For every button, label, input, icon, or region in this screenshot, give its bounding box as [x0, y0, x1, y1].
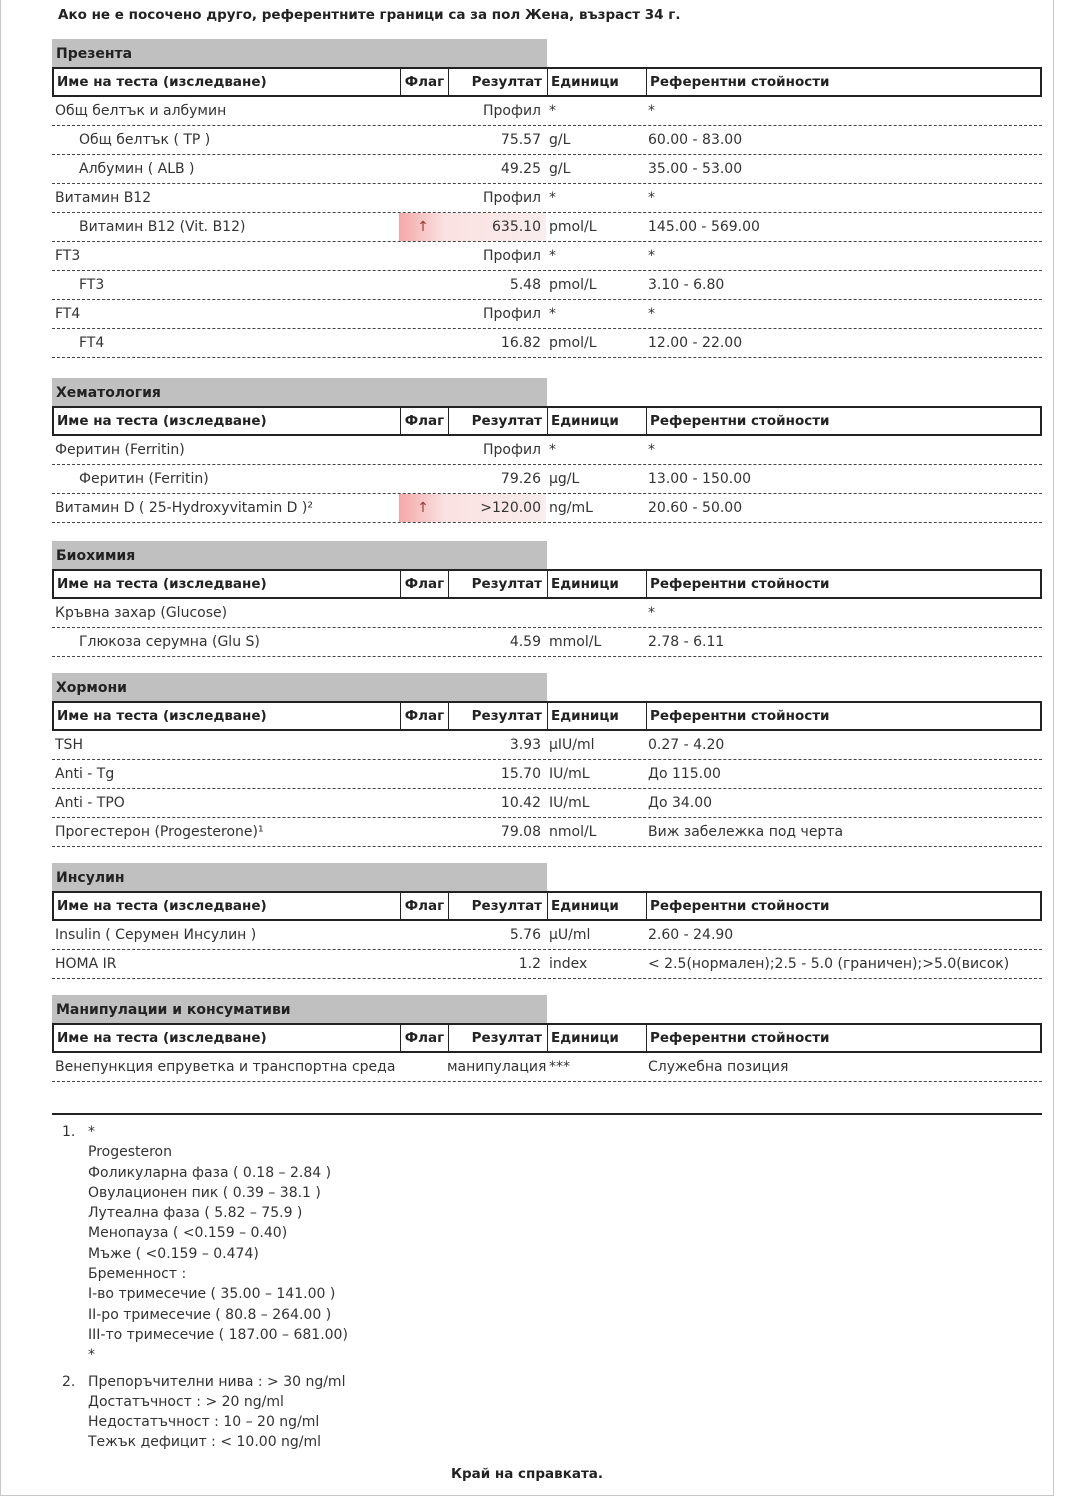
- table-row: [52, 97, 1042, 126]
- section-title: Хематология: [52, 378, 547, 406]
- footnote-number: 1.: [62, 1124, 76, 1140]
- reference-range: Служебна позиция: [648, 1059, 789, 1075]
- reference-range: *: [648, 190, 655, 206]
- flag-cell: [399, 465, 447, 493]
- units-value: *: [549, 442, 556, 458]
- result-value: 16.82: [500, 335, 541, 351]
- flag-cell: [399, 213, 447, 241]
- header-name: Име на теста (изследване): [54, 703, 401, 729]
- result-value: 5.76: [509, 927, 541, 943]
- flag-cell: [399, 97, 447, 125]
- result-value: манипулация: [447, 1059, 547, 1075]
- footnote-line: III-то тримесечие ( 187.00 – 681.00): [88, 1326, 348, 1343]
- reference-range: 20.60 - 50.00: [648, 500, 743, 516]
- units-value: [546, 599, 645, 627]
- header-ref: Референтни стойности: [650, 708, 830, 724]
- footnote-number: 2.: [62, 1373, 76, 1390]
- flag-cell: [399, 436, 447, 464]
- header-ref: Референтни стойности: [650, 576, 830, 592]
- section-title: Манипулации и консумативи: [52, 995, 547, 1023]
- test-name: FT4: [55, 306, 81, 322]
- flag-cell: [399, 1053, 447, 1081]
- section-title: Хормони: [52, 673, 547, 701]
- footnote-body: [88, 1372, 345, 1453]
- table-row: [52, 271, 1042, 300]
- reference-range: *: [648, 103, 655, 119]
- test-name: Феритин (Ferritin): [79, 471, 209, 487]
- table-row: [52, 818, 1042, 847]
- section-title: Инсулин: [52, 863, 547, 891]
- units-value: ng/mL: [549, 500, 593, 516]
- result-value: 5.48: [509, 277, 541, 293]
- header-units: Единици: [548, 408, 647, 434]
- table-header: [52, 67, 1042, 97]
- units-value: g/L: [549, 132, 571, 148]
- table-row: [52, 494, 1042, 523]
- header-flag: Флаг: [401, 69, 449, 95]
- result-value: Профил: [483, 103, 541, 119]
- test-name: Витамин B12 (Vit. B12): [79, 219, 246, 235]
- section: [52, 378, 1042, 523]
- result-value: 79.08: [500, 824, 541, 840]
- table-row: [52, 436, 1042, 465]
- test-name: Прогестерон (Progesterone)¹: [55, 824, 264, 840]
- footnote-line: Progesteron: [88, 1144, 172, 1161]
- units-value: g/L: [549, 161, 571, 177]
- header-result: Резултат: [449, 703, 548, 729]
- test-name: Албумин ( ALB ): [79, 161, 195, 177]
- reference-range: *: [648, 306, 655, 322]
- reference-range: *: [648, 248, 655, 264]
- reference-range: До 34.00: [648, 795, 713, 811]
- footnote-line: Бременност :: [88, 1266, 187, 1283]
- header-ref: Референтни стойности: [650, 413, 830, 429]
- header-result: Резултат: [449, 1025, 548, 1051]
- result-value: 635.10: [447, 213, 546, 241]
- test-name: HOMA IR: [55, 956, 117, 972]
- header-name: Име на теста (изследване): [54, 408, 401, 434]
- header-result: Резултат: [449, 408, 548, 434]
- footnote-line: *: [88, 1347, 95, 1364]
- flag-cell: [399, 155, 447, 183]
- reference-range: 145.00 - 569.00: [648, 219, 760, 235]
- header-flag: Флаг: [401, 1025, 449, 1051]
- footnote-line: Достатъчност : > 20 ng/ml: [88, 1393, 284, 1410]
- header-flag: Флаг: [401, 703, 449, 729]
- units-value: µIU/ml: [549, 737, 595, 753]
- test-name: TSH: [55, 737, 83, 753]
- reference-range: 3.10 - 6.80: [648, 277, 725, 293]
- footnote-body: [88, 1122, 348, 1366]
- header-name: Име на теста (изследване): [54, 69, 401, 95]
- reference-range: *: [648, 605, 655, 621]
- table-header: [52, 406, 1042, 436]
- reference-range: 13.00 - 150.00: [648, 471, 752, 487]
- units-value: pmol/L: [549, 335, 597, 351]
- flag-cell: [399, 950, 447, 978]
- footnote-line: I-во тримесечие ( 35.00 – 141.00 ): [88, 1286, 336, 1303]
- header-units: Единици: [548, 1025, 647, 1051]
- table-row: [52, 760, 1042, 789]
- section: [52, 673, 1042, 847]
- flag-cell: [399, 818, 447, 846]
- result-value: 10.42: [500, 795, 541, 811]
- result-value: Профил: [483, 442, 541, 458]
- footnote-line: Овулационен пик ( 0.39 – 38.1 ): [88, 1184, 321, 1201]
- flag-cell: [399, 271, 447, 299]
- header-result: Резултат: [449, 571, 548, 597]
- footnote-line: Менопауза ( <0.159 – 0.40): [88, 1225, 288, 1242]
- flag-cell: [399, 789, 447, 817]
- flag-cell: [399, 126, 447, 154]
- test-name: Общ белтък и албумин: [55, 103, 227, 119]
- units-value: pmol/L: [549, 219, 597, 235]
- table-row: [52, 465, 1042, 494]
- flag-cell: [399, 300, 447, 328]
- header-flag: Флаг: [401, 893, 449, 919]
- table-row: [52, 213, 1042, 242]
- reference-range: 60.00 - 83.00: [648, 132, 743, 148]
- flag-cell: [399, 494, 447, 522]
- units-value: µg/L: [549, 471, 580, 487]
- footnote-line: Лутеална фаза ( 5.82 – 75.9 ): [88, 1205, 303, 1222]
- table-header: [52, 701, 1042, 731]
- end-of-report: Край на справката.: [450, 1466, 604, 1482]
- units-value: *: [549, 190, 556, 206]
- footnote-line: II-ро тримесечие ( 80.8 – 264.00 ): [88, 1306, 332, 1323]
- units-value: index: [549, 956, 588, 972]
- test-name: Венепункция епруветка и транспортна среда: [55, 1059, 396, 1075]
- units-value: *: [549, 306, 556, 322]
- header-name: Име на теста (изследване): [54, 1025, 401, 1051]
- flag-cell: [399, 184, 447, 212]
- header-ref: Референтни стойности: [650, 74, 830, 90]
- header-ref: Референтни стойности: [650, 898, 830, 914]
- flag-cell: [399, 599, 447, 627]
- result-value: 4.59: [509, 634, 541, 650]
- footnote: [62, 1372, 348, 1453]
- flag-cell: [399, 628, 447, 656]
- flag-cell: [399, 329, 447, 357]
- table-row: [52, 731, 1042, 760]
- units-value: pmol/L: [549, 277, 597, 293]
- units-value: *: [549, 248, 556, 264]
- footnote-line: *: [88, 1124, 95, 1140]
- footnote-line: Фоликуларна фаза ( 0.18 – 2.84 ): [88, 1164, 332, 1181]
- reference-range: 12.00 - 22.00: [648, 335, 743, 351]
- table-row: [52, 155, 1042, 184]
- result-value: 3.93: [509, 737, 541, 753]
- flag-cell: [399, 242, 447, 270]
- section-title: Биохимия: [52, 541, 547, 569]
- table-row: [52, 242, 1042, 271]
- header-flag: Флаг: [401, 571, 449, 597]
- header-units: Единици: [548, 893, 647, 919]
- test-name: Витамин D ( 25-Hydroxyvitamin D )²: [55, 500, 313, 516]
- test-name: Витамин B12: [55, 190, 152, 206]
- flag-cell: [399, 921, 447, 949]
- test-name: Anti - Tg: [55, 766, 115, 782]
- flag-cell: [399, 731, 447, 759]
- units-value: µU/ml: [549, 927, 591, 943]
- result-value: Профил: [483, 248, 541, 264]
- arrow-up-icon: ↑: [417, 219, 429, 235]
- section: [52, 39, 1042, 358]
- result-value: [447, 599, 546, 627]
- units-value: mmol/L: [549, 634, 602, 650]
- footnote-divider: [52, 1113, 1042, 1115]
- table-row: [52, 599, 1042, 628]
- reference-range: 35.00 - 53.00: [648, 161, 743, 177]
- test-name: Глюкоза серумна (Glu S): [79, 634, 260, 650]
- test-name: FT3: [55, 248, 81, 264]
- footnote-line: Мъже ( <0.159 – 0.474): [88, 1245, 259, 1262]
- table-row: [52, 300, 1042, 329]
- intro-text: Ако не е посочено друго, референтните граници са за пол Жена, възраст 34 г.: [58, 7, 681, 23]
- table-row: [52, 921, 1042, 950]
- table-row: [52, 789, 1042, 818]
- reference-range: До 115.00: [648, 766, 721, 782]
- units-value: *: [549, 103, 556, 119]
- header-name: Име на теста (изследване): [54, 893, 401, 919]
- table-header: [52, 569, 1042, 599]
- result-value: Профил: [483, 306, 541, 322]
- reference-range: 2.78 - 6.11: [648, 634, 725, 650]
- units-value: IU/mL: [549, 795, 590, 811]
- table-header: [52, 1023, 1042, 1053]
- table-header: [52, 891, 1042, 921]
- footnote-line: Тежък дефицит : < 10.00 ng/ml: [88, 1434, 322, 1451]
- units-value: IU/mL: [549, 766, 590, 782]
- units-value: ***: [549, 1059, 570, 1075]
- test-name: Феритин (Ferritin): [55, 442, 185, 458]
- result-value: 1.2: [518, 956, 541, 972]
- section-title: Презента: [52, 39, 547, 67]
- result-value: 79.26: [500, 471, 541, 487]
- section: [52, 541, 1042, 657]
- table-row: [52, 329, 1042, 358]
- reference-range: *: [648, 442, 655, 458]
- reference-range: 2.60 - 24.90: [648, 927, 734, 943]
- arrow-up-icon: ↑: [417, 500, 429, 516]
- footnote-line: Препоръчителни нива : > 30 ng/ml: [88, 1373, 346, 1390]
- section: [52, 995, 1042, 1082]
- header-result: Резултат: [449, 893, 548, 919]
- table-row: [52, 184, 1042, 213]
- table-row: [52, 950, 1042, 979]
- section: [52, 863, 1042, 979]
- reference-range: Виж забележка под черта: [648, 824, 844, 840]
- result-value: 49.25: [500, 161, 541, 177]
- test-name: Общ белтък ( TP ): [79, 132, 211, 148]
- header-units: Единици: [548, 703, 647, 729]
- header-flag: Флаг: [401, 408, 449, 434]
- header-units: Единици: [548, 69, 647, 95]
- test-name: Anti - TPO: [55, 795, 125, 811]
- result-value: 75.57: [500, 132, 541, 148]
- test-name: FT3: [79, 277, 105, 293]
- footnotes: [62, 1122, 348, 1453]
- result-value: 15.70: [500, 766, 541, 782]
- table-row: [52, 126, 1042, 155]
- reference-range: 0.27 - 4.20: [648, 737, 725, 753]
- header-name: Име на теста (изследване): [54, 571, 401, 597]
- test-name: Insulin ( Серумен Инсулин ): [55, 927, 257, 943]
- table-row: [52, 628, 1042, 657]
- footnote-line: Недостатъчност : 10 – 20 ng/ml: [88, 1414, 320, 1431]
- test-name: FT4: [79, 335, 105, 351]
- header-result: Резултат: [449, 69, 548, 95]
- reference-range: < 2.5(нормален);2.5 - 5.0 (граничен);>5.0(висок): [648, 956, 1010, 972]
- footnote: [62, 1122, 348, 1366]
- table-row: [52, 1053, 1042, 1082]
- units-value: nmol/L: [549, 824, 597, 840]
- test-name: Кръвна захар (Glucose): [55, 605, 228, 621]
- header-ref: Референтни стойности: [650, 1030, 830, 1046]
- result-value: Профил: [483, 190, 541, 206]
- result-value: >120.00: [447, 494, 546, 522]
- flag-cell: [399, 760, 447, 788]
- header-units: Единици: [548, 571, 647, 597]
